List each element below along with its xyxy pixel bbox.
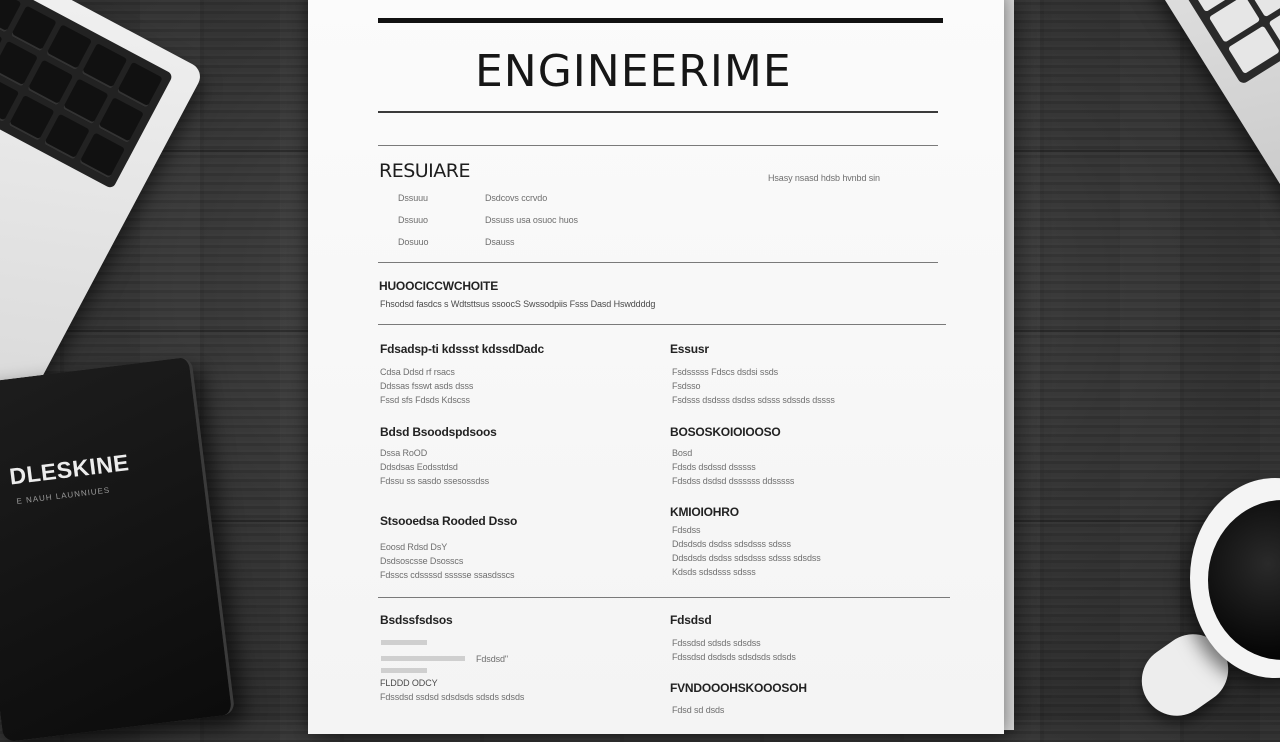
contact-right: Hsasy nsasd hdsb hvnbd sin xyxy=(768,173,880,183)
right-line: Fdsdss dsdsd dssssss ddsssss xyxy=(672,476,795,486)
rule xyxy=(378,324,946,325)
skill-bar xyxy=(381,656,465,661)
left-line: Dsdsoscsse Dsosscs xyxy=(380,556,464,566)
top-rule xyxy=(378,18,943,23)
notebook xyxy=(0,357,235,742)
right-line: Kdsds sdsdsss sdsss xyxy=(672,567,756,577)
bottom-left-line: FLDDD ODCY xyxy=(380,678,438,688)
right-line: Fsdsss dsdsss dsdss sdsss sdssds dssss xyxy=(672,395,835,405)
right-section-heading: KMIOIOHRO xyxy=(670,505,739,519)
resume-heading: RESUIARE xyxy=(379,160,470,182)
contact-label: Dssuuu xyxy=(398,193,428,203)
left-line: Dssa RoOD xyxy=(380,448,428,458)
contact-value: Dsauss xyxy=(485,237,515,247)
right-line: Ddsdsds dsdss sdsdsss sdsss xyxy=(672,539,791,549)
contact-value: Dsdcovs ccrvdo xyxy=(485,193,548,203)
resume-title: ENGINEERIME xyxy=(475,46,792,97)
coffee xyxy=(1208,500,1280,660)
left-line: Ddssas fsswt asds dsss xyxy=(380,381,474,391)
skill-label: Fdsdsd" xyxy=(476,654,509,664)
left-section-heading: Bdsd Bsoodspdsoos xyxy=(380,425,497,439)
contact-label: Dosuuo xyxy=(398,237,429,247)
rule xyxy=(378,597,950,598)
bottom-left-line: Fdssdsd ssdsd sdsdsds sdsds sdsds xyxy=(380,692,525,702)
left-line: Ddsdsas Eodsstdsd xyxy=(380,462,458,472)
right-line: Bosd xyxy=(672,448,693,458)
summary-heading: HUOOCICCWCHOITE xyxy=(379,279,498,293)
right-line: Fdsds dsdssd dsssss xyxy=(672,462,756,472)
bottom-left-heading: Bsdssfsdsos xyxy=(380,613,453,627)
contact-value: Dssuss usa osuoc huos xyxy=(485,215,578,225)
bottom-right-line: Fdssdsd sdsds sdsdss xyxy=(672,638,761,648)
skill-bar xyxy=(381,640,427,645)
contact-label: Dssuuo xyxy=(398,215,428,225)
left-section-heading: Fdsadsp-ti kdssst kdssdDadc xyxy=(380,342,544,356)
left-line: Eoosd Rdsd DsY xyxy=(380,542,448,552)
left-line: Fdssu ss sasdo ssesossdss xyxy=(380,476,490,486)
rule xyxy=(378,145,938,146)
rule xyxy=(378,262,938,263)
summary-line: Fhsodsd fasdcs s Wdtsttsus ssoocS Swssodpiis Fsss Dasd Hswddddg xyxy=(380,299,656,309)
notebook-brand: DLESKINE xyxy=(7,449,131,490)
skill-bar xyxy=(381,668,427,673)
bottom-right-line: Fdsd sd dsds xyxy=(672,705,725,715)
bottom-right-line: Fdssdsd dsdsds sdsdsds sdsds xyxy=(672,652,796,662)
notebook-subtitle: E NAUH LAUNNIUES xyxy=(16,485,111,506)
right-line: Fsdsssss Fdscs dsdsi ssds xyxy=(672,367,779,377)
right-section-heading: Essusr xyxy=(670,342,709,356)
left-line: Cdsa Ddsd rf rsacs xyxy=(380,367,455,377)
right-line: Ddsdsds dsdss sdsdsss sdsss sdsdss xyxy=(672,553,821,563)
right-line: Fsdsso xyxy=(672,381,701,391)
laptop-keyboard xyxy=(0,0,173,189)
right-line: Fdsdss xyxy=(672,525,701,535)
bottom-right-heading: Fdsdsd xyxy=(670,613,712,627)
left-line: Fssd sfs Fdsds Kdscss xyxy=(380,395,470,405)
laptop-keyboard xyxy=(1178,0,1280,85)
bottom-right-heading-2: FVNDOOOHSKOOOSOH xyxy=(670,681,807,695)
rule xyxy=(378,111,938,113)
left-line: Fdsscs cdssssd ssssse ssasdsscs xyxy=(380,570,515,580)
laptop-right xyxy=(1140,0,1280,214)
left-section-heading: Stsooedsa Rooded Dsso xyxy=(380,514,518,528)
right-section-heading: BOSOSKOIOIOOSO xyxy=(670,425,781,439)
